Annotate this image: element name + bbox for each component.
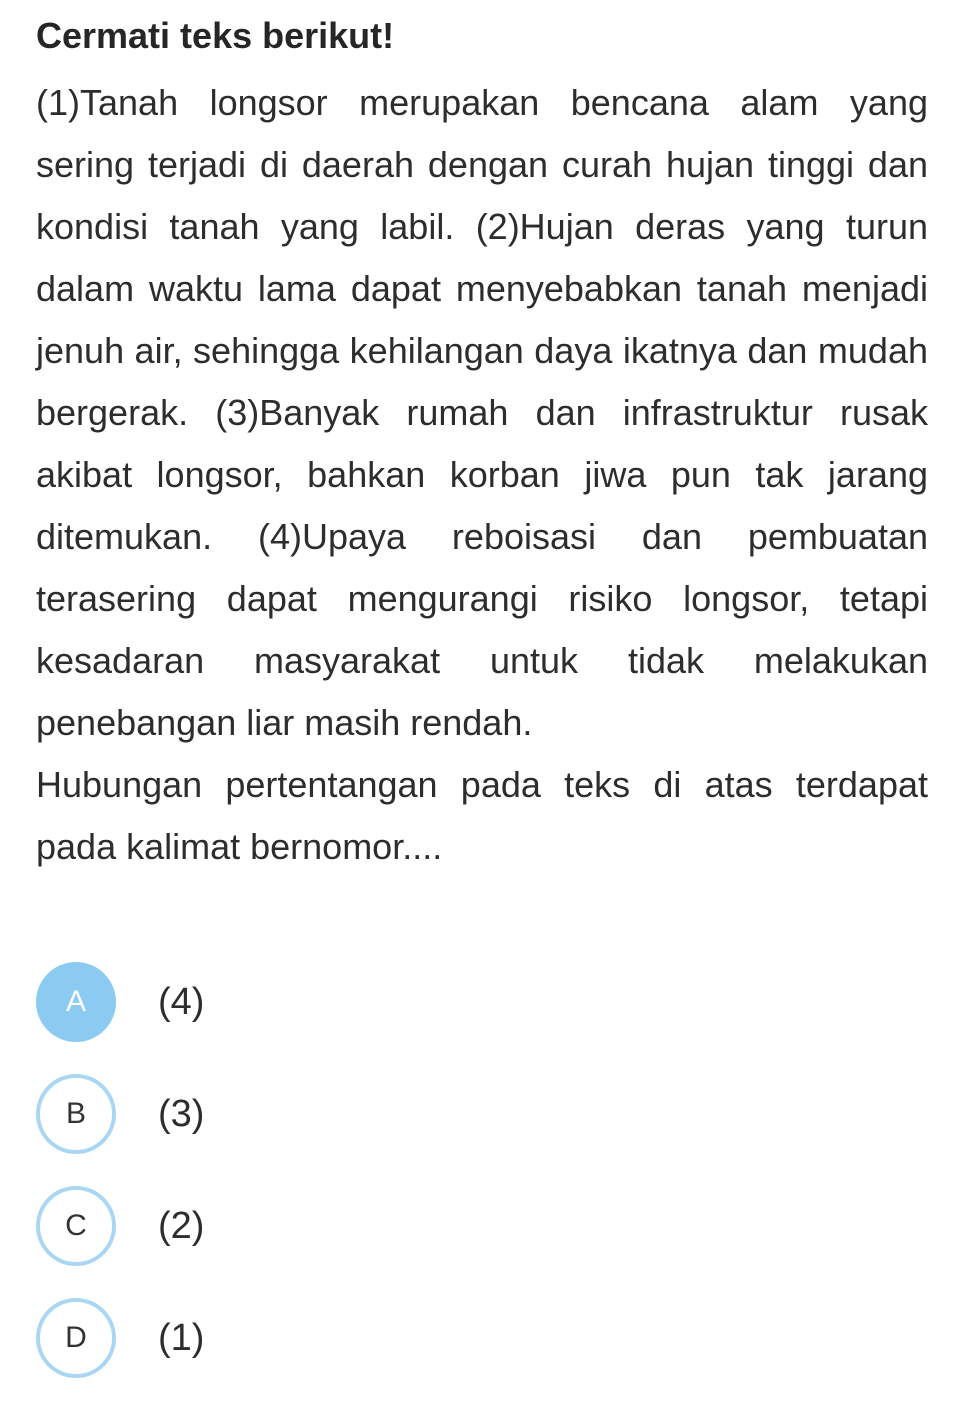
option-a[interactable] xyxy=(36,962,636,1042)
option-a-letter[interactable]: A xyxy=(36,962,116,1042)
option-b[interactable] xyxy=(36,1074,636,1154)
option-c-letter[interactable]: C xyxy=(36,1186,116,1266)
option-b-text[interactable]: (3) xyxy=(158,1092,205,1135)
reading-passage: (1)Tanah longsor merupakan bencana alam yang sering terjadi di daerah dengan curah hujan tinggi dan kondisi tanah yang labil. (2)Hujan deras yang turun dalam waktu lama dapat menyebabkan tanah menjadi jenuh air, sehingga kehilangan daya ikatnya dan mudah bergerak. (3)Banyak rumah dan infrastruktur rusak akibat longsor, bahkan korban jiwa pun tak jarang ditemukan. (4)Upaya reboisasi dan pembuatan terasering dapat mengurangi risiko longsor, tetapi kesadaran masyarakat untuk tidak melakukan penebangan liar masih rendah. xyxy=(36,82,928,743)
option-c[interactable] xyxy=(36,1186,636,1266)
option-d[interactable] xyxy=(36,1298,636,1378)
answer-options xyxy=(36,962,636,1410)
option-b-letter[interactable]: B xyxy=(36,1074,116,1154)
option-c-text[interactable]: (2) xyxy=(158,1204,205,1247)
question-text: Hubungan pertentangan pada teks di atas terdapat pada kalimat bernomor.... xyxy=(36,764,928,867)
option-a-text[interactable]: (4) xyxy=(158,980,205,1023)
instruction-heading: Cermati teks berikut! xyxy=(36,15,395,56)
option-d-text[interactable]: (1) xyxy=(158,1316,205,1359)
question-card xyxy=(36,0,928,878)
option-d-letter[interactable]: D xyxy=(36,1298,116,1378)
